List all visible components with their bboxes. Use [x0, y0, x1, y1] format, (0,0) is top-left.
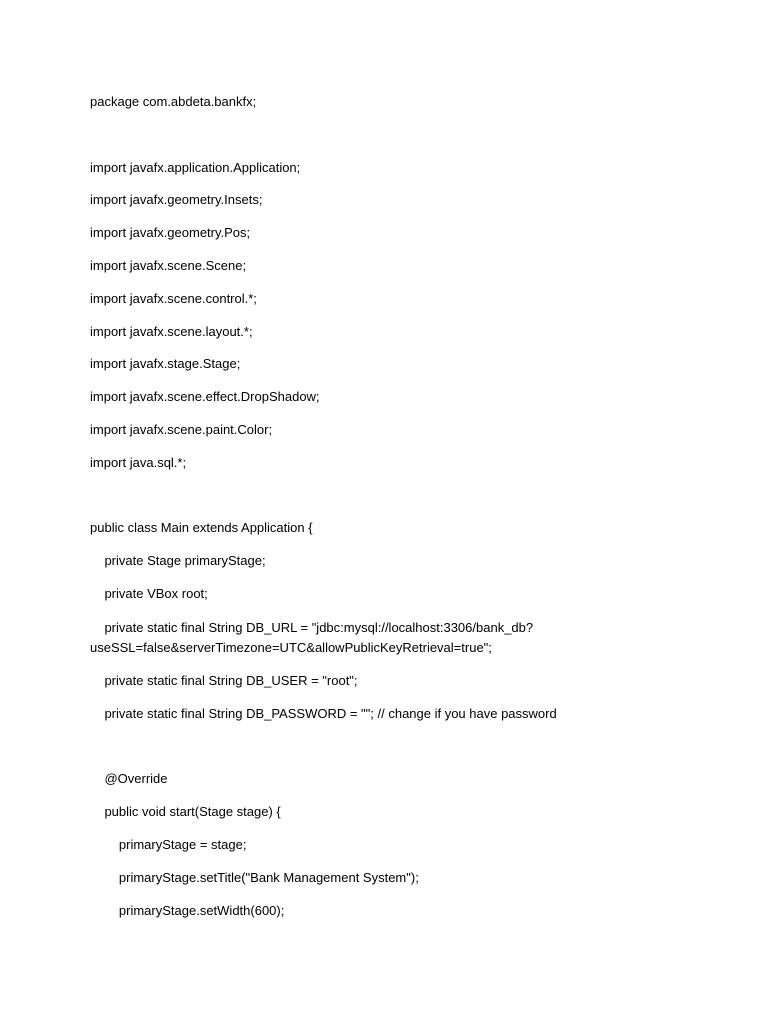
- code-line-field: private static final String DB_PASSWORD = ""; // change if you have password: [90, 706, 557, 721]
- code-line-field-continuation: useSSL=false&serverTimezone=UTC&allowPublicKeyRetrieval=true";: [90, 640, 492, 655]
- code-line-annotation: @Override: [90, 771, 168, 786]
- code-line-import: import javafx.scene.Scene;: [90, 258, 247, 273]
- code-line-method-declaration: public void start(Stage stage) {: [90, 804, 281, 819]
- code-line-import: import javafx.geometry.Pos;: [90, 225, 251, 240]
- code-line-import: import javafx.scene.control.*;: [90, 291, 257, 306]
- code-line-import: import javafx.application.Application;: [90, 160, 301, 175]
- code-line-import: import java.sql.*;: [90, 455, 187, 470]
- code-line-field: private static final String DB_URL = "jdbc:mysql://localhost:3306/bank_db?: [90, 620, 534, 635]
- code-line-statement: primaryStage.setTitle("Bank Management System");: [90, 870, 419, 885]
- code-line-import: import javafx.scene.layout.*;: [90, 324, 253, 339]
- code-line-field: private VBox root;: [90, 586, 208, 601]
- code-line-class-declaration: public class Main extends Application {: [90, 520, 313, 535]
- code-line-field: private static final String DB_USER = "root";: [90, 673, 358, 688]
- code-line-statement: primaryStage = stage;: [90, 837, 247, 852]
- code-line-import: import javafx.geometry.Insets;: [90, 192, 263, 207]
- code-line-import: import javafx.scene.effect.DropShadow;: [90, 389, 320, 404]
- code-line-import: import javafx.scene.paint.Color;: [90, 422, 273, 437]
- code-line-statement: primaryStage.setWidth(600);: [90, 903, 285, 918]
- code-line-field: private Stage primaryStage;: [90, 553, 266, 568]
- code-line-package: package com.abdeta.bankfx;: [90, 94, 257, 109]
- code-line-import: import javafx.stage.Stage;: [90, 356, 241, 371]
